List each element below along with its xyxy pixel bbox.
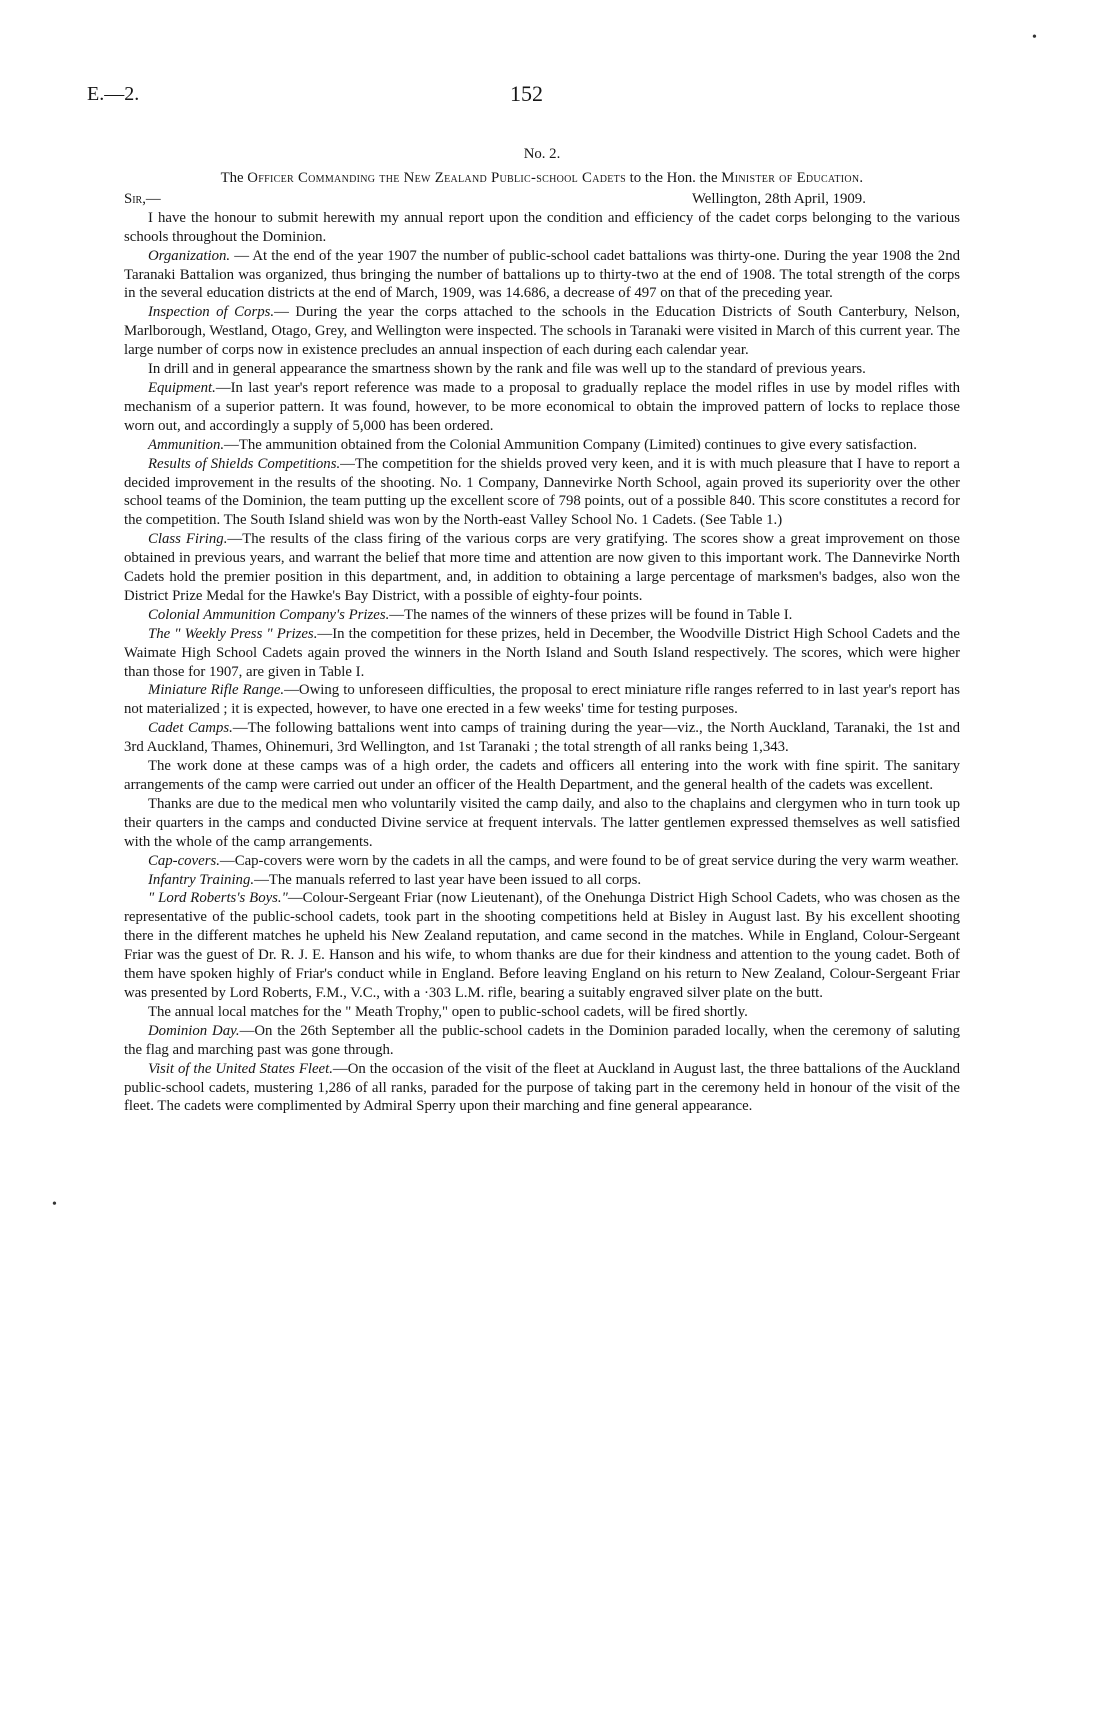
section-text: —Colour-Sergeant Friar (now Lieutenant), of the Onehunga District High School Cadets, who was chosen as the representative of the public-school cadets, took part in the shooting competitions held at Bisley in August last. By his excellent shooting there in the different matches he upheld his New Zealand reputation, and came second in the matches. While in England, Colour-Sergeant Friar was the guest of Dr. R. J. E. Hanson and his wife, to whom thanks are due for their kindness and attention to the young cadet. Both of them have spoken highly of Friar's conduct while in England. Before leaving England on his return to New Zealand, Colour-Sergeant Friar was presented by Lord Roberts, F.M., V.C., with a ·303 L.M. rifle, bearing a suitably engraved silver plate on the butt. <box>124 890 960 1001</box>
letter-heading <box>124 169 960 188</box>
report-paragraph <box>124 606 960 625</box>
section-title: Inspection of Corps. <box>148 304 275 321</box>
section-title: Cadet Camps. <box>148 720 233 737</box>
report-sections <box>124 247 960 1117</box>
report-paragraph <box>124 379 960 436</box>
report-paragraph <box>124 719 960 757</box>
section-text: In drill and in general appearance the smartness shown by the rank and file was well up to the standard of previous years. <box>148 361 866 378</box>
report-paragraph <box>124 436 960 455</box>
document-number: No. 2. <box>523 146 561 162</box>
section-text: —The following battalions went into camps of training during the year—viz., the North Auckland, Taranaki, the 1st and 3rd Auckland, Thames, Ohinemuri, 3rd Wellington, and 1st Taranaki ; the total strength of all ranks being 1,343. <box>124 720 961 756</box>
section-title: Cap-covers. <box>148 852 220 869</box>
section-title: Visit of the United States Fleet. <box>148 1060 333 1077</box>
intro-paragraph: I have the honour to submit herewith my annual report upon the condition and efficiency of the cadet corps belonging to the various schools throughout the Dominion. <box>124 209 960 245</box>
section-text: — During the year the corps attached to the schools in the Education Districts of South Canterbury, Nelson, Marlborough, Westland, Otago, Grey, and Wellington were inspected. The schools in Taranaki were visited in March of this current year. The large number of corps now in existence precludes an annual inspection of each during each calendar year. <box>124 304 960 359</box>
heading-mid: to the Hon. the <box>625 169 722 186</box>
report-paragraph <box>124 852 960 871</box>
section-text: —The results of the class firing of the various corps are very gratifying. The scores show a great improvement on those obtained in previous years, and warrant the belief that more time and attention are now given to this important work. The Dannevirke North Cadets hold the premier position in this department, and, in addition to obtaining a large percentage of marksmen's badges, also won the District Prize Medal for the Hawke's Bay District, with a possible of eighty-four points. <box>124 531 960 604</box>
section-text: —The ammunition obtained from the Colonial Ammunition Company (Limited) continues to give every satisfaction. <box>224 436 917 453</box>
report-paragraph <box>124 757 960 795</box>
report-paragraph <box>124 1003 960 1022</box>
section-title: Ammunition. <box>148 436 225 453</box>
report-paragraph <box>124 1022 960 1060</box>
margin-bullet: • <box>52 1197 57 1212</box>
report-paragraph <box>124 360 960 379</box>
section-text: —The manuals referred to last year have been issued to all corps. <box>254 871 642 888</box>
page-number: 152 <box>510 81 543 106</box>
section-title: Infantry Training. <box>148 871 255 888</box>
section-text: —Cap-covers were worn by the cadets in all the camps, and were found to be of great service during the very warm weather. <box>219 852 959 869</box>
section-text: —On the occasion of the visit of the fleet at Auckland in August last, the three battalions of the Auckland public-school cadets, mustering 1,286 of all ranks, paraded for the purpose of taking part in the ceremony held in honour of the visit of the fleet. The cadets were complimented by Admiral Sperry upon their marching and fine general appearance. <box>124 1060 961 1115</box>
report-paragraph <box>124 871 960 890</box>
section-text: —The names of the winners of these prizes will be found in Table I. <box>389 606 793 623</box>
section-text: —The competition for the shields proved very keen, and it is with much pleasure that I have to report a decided improvement in the results of the shooting. No. 1 Company, Dannevirke North School, again proved its superiority over the other school teams of the Dominion, the team putting up the excellent score of 798 points, out of a possible 840. This score constitutes a record for the competition. The South Island shield was won by the North-east Valley School No. 1 Cadets. (See Table 1.) <box>124 455 960 529</box>
section-text: —In the competition for these prizes, held in December, the Woodville District High School Cadets and the Waimate High School Cadets again proved the winners in the North Island and South Island respectively. The scores, which were higher than those for 1907, are given in Table I. <box>124 625 960 680</box>
report-paragraph <box>124 1060 960 1117</box>
heading-pre: The <box>220 169 248 186</box>
section-title: Colonial Ammunition Company's Prizes. <box>148 606 390 623</box>
report-paragraph <box>124 795 960 852</box>
report-paragraph <box>124 303 960 360</box>
section-title: " Lord Roberts's Boys." <box>148 890 288 907</box>
report-paragraph <box>124 455 960 531</box>
salutation-row <box>124 190 960 209</box>
report-reference: E.—2. <box>87 83 140 105</box>
dateline: Wellington, 28th April, 1909. <box>692 190 866 207</box>
section-title: Class Firing. <box>148 531 228 548</box>
report-paragraph <box>124 625 960 682</box>
report-paragraph <box>124 247 960 304</box>
section-text: —On the 26th September all the public-school cadets in the Dominion paraded locally, when the ceremony of saluting the flag and marching past was gone through. <box>124 1022 960 1058</box>
section-title: Organization. <box>148 247 231 264</box>
report-paragraph <box>124 530 960 606</box>
heading-recipient: Minister of Education. <box>721 169 864 186</box>
section-text: Thanks are due to the medical men who voluntarily visited the camp daily, and also to the chaplains and clergymen who in turn took up their quarters in the camps and conducted Divine service at frequent intervals. The latter gentlemen expressed themselves as well satisfied with the whole of the camp arrangements. <box>124 795 960 850</box>
report-paragraph <box>124 681 960 719</box>
section-text: The work done at these camps was of a high order, the cadets and officers all entering into the work with fine spirit. The sanitary arrangements of the camp were carried out under an officer of the Health Department, and the general health of the cadets was excellent. <box>124 758 960 793</box>
section-text: The annual local matches for the " Meath Trophy," open to public-school cadets, will be fired shortly. <box>148 1003 748 1020</box>
section-text: —In last year's report reference was made to a proposal to gradually replace the model rifles in use by model rifles with mechanism of a superior pattern. It was found, however, to be more economical to obtain the improved pattern of locks to replace those worn out, and accordingly a supply of 5,000 has been ordered. <box>124 379 960 434</box>
document-body <box>124 145 960 1116</box>
section-title: Results of Shields Competitions. <box>148 455 341 472</box>
section-title: Dominion Day. <box>148 1022 240 1039</box>
margin-dot: • <box>1032 30 1037 45</box>
report-paragraph <box>124 889 960 1002</box>
heading-sender: Officer Commanding the New Zealand Public-school Cadets <box>247 169 626 186</box>
section-text: — At the end of the year 1907 the number of public-school cadet battalions was thirty-one. During the year 1908 the 2nd Taranaki Battalion was organized, thus bringing the number of battalions up to thirty-two at the end of 1908. The total strength of the corps in the several education districts at the end of March, 1909, was 14.686, a decrease of 497 on that of the preceding year. <box>124 247 960 302</box>
section-title: Equipment. <box>148 379 216 396</box>
section-title: Miniature Rifle Range. <box>148 682 285 699</box>
salutation: Sir,— <box>124 190 161 207</box>
section-title: The " Weekly Press " Prizes. <box>148 625 318 642</box>
section-text: —Owing to unforeseen difficulties, the proposal to erect miniature rifle ranges referred to in last year's report has not materialized ; it is expected, however, to have one erected in a few weeks' time for testing purposes. <box>124 682 960 718</box>
